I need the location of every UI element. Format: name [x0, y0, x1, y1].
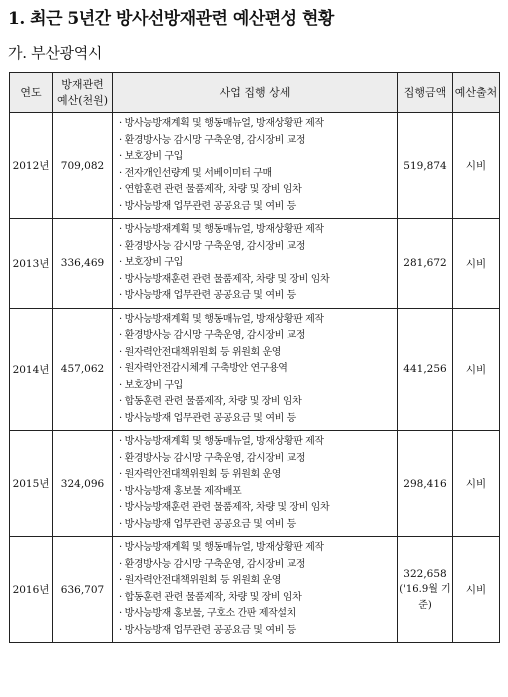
- detail-item: · 방사능방재 홍보물 제작배포: [119, 484, 393, 501]
- detail-item: · 환경방사능 감시망 구축운영, 감시장비 교정: [119, 451, 393, 468]
- detail-item: · 방사능방재계획 및 행동매뉴얼, 방재상황판 제작: [119, 222, 393, 239]
- header-budget-line2: 예산(천원): [56, 93, 109, 107]
- executed-note: ('16.9월 기준): [399, 583, 451, 611]
- detail-item: · 합동훈련 관련 물품제작, 차량 및 장비 임차: [119, 394, 393, 411]
- detail-item: · 방사능방재훈련 관련 물품제작, 차량 및 장비 임차: [119, 272, 393, 289]
- cell-executed: [398, 537, 453, 643]
- detail-item: · 보호장비 구입: [119, 378, 393, 395]
- detail-item: · 방사능방재 홍보물, 구호소 간판 제작설치: [119, 606, 393, 623]
- detail-item: · 방사능방재 업무관련 공공요금 및 여비 등: [119, 288, 393, 305]
- detail-item: · 방사능방재 업무관련 공공요금 및 여비 등: [119, 623, 393, 640]
- cell-executed: [398, 308, 453, 431]
- budget-table: [9, 72, 500, 643]
- cell-source: 시비: [453, 219, 500, 309]
- cell-detail: [113, 431, 398, 537]
- cell-detail: [113, 219, 398, 309]
- detail-item: · 방사능방재 업무관련 공공요금 및 여비 등: [119, 411, 393, 428]
- detail-list: [119, 434, 393, 533]
- detail-item: · 환경방사능 감시망 구축운영, 감시장비 교정: [119, 239, 393, 256]
- table-body: [10, 113, 500, 643]
- detail-item: · 방사능방재계획 및 행동매뉴얼, 방재상황판 제작: [119, 540, 393, 557]
- table-row: [10, 431, 500, 537]
- cell-detail: [113, 113, 398, 219]
- detail-item: · 원자력안전대책위원회 등 위원회 운영: [119, 573, 393, 590]
- cell-budget: 457,062: [53, 308, 113, 431]
- cell-executed: [398, 219, 453, 309]
- cell-year: 2012년: [10, 113, 53, 219]
- table-row: [10, 113, 500, 219]
- detail-item: · 원자력안전감시체계 구축방안 연구용역: [119, 361, 393, 378]
- cell-budget: 336,469: [53, 219, 113, 309]
- detail-item: · 보호장비 구입: [119, 149, 393, 166]
- header-year: 연도: [10, 73, 53, 113]
- detail-item: · 원자력안전대책위원회 등 위원회 운영: [119, 345, 393, 362]
- detail-item: · 방사능방재계획 및 행동매뉴얼, 방재상황판 제작: [119, 116, 393, 133]
- cell-budget: 709,082: [53, 113, 113, 219]
- cell-year: 2014년: [10, 308, 53, 431]
- detail-item: · 보호장비 구입: [119, 255, 393, 272]
- cell-year: 2013년: [10, 219, 53, 309]
- executed-amount: 322,658: [403, 567, 447, 580]
- section-subtitle: 가. 부산광역시: [8, 44, 103, 62]
- detail-list: [119, 222, 393, 305]
- detail-item: · 전자개인선량계 및 서베이미터 구매: [119, 166, 393, 183]
- detail-item: · 합동훈련 관련 물품제작, 차량 및 장비 임차: [119, 590, 393, 607]
- cell-source: 시비: [453, 308, 500, 431]
- detail-list: [119, 116, 393, 215]
- header-detail: 사업 집행 상세: [113, 73, 398, 113]
- detail-item: · 원자력안전대책위원회 등 위원회 운영: [119, 467, 393, 484]
- cell-year: 2015년: [10, 431, 53, 537]
- cell-source: 시비: [453, 431, 500, 537]
- table-row: [10, 219, 500, 309]
- executed-amount: 281,672: [403, 257, 447, 270]
- detail-item: · 환경방사능 감시망 구축운영, 감시장비 교정: [119, 557, 393, 574]
- header-budget: [53, 73, 113, 113]
- cell-source: 시비: [453, 537, 500, 643]
- cell-budget: 636,707: [53, 537, 113, 643]
- detail-item: · 방사능방재 업무관련 공공요금 및 여비 등: [119, 517, 393, 534]
- detail-item: · 연합훈련 관련 물품제작, 차량 및 장비 임차: [119, 182, 393, 199]
- cell-year: 2016년: [10, 537, 53, 643]
- header-source: 예산출처: [453, 73, 500, 113]
- detail-item: · 환경방사능 감시망 구축운영, 감시장비 교정: [119, 328, 393, 345]
- page-title: 1. 최근 5년간 방사선방재관련 예산편성 현황: [8, 9, 334, 29]
- cell-detail: [113, 308, 398, 431]
- table-row: [10, 308, 500, 431]
- detail-item: · 방사능방재계획 및 행동매뉴얼, 방재상황판 제작: [119, 312, 393, 329]
- cell-budget: 324,096: [53, 431, 113, 537]
- cell-source: 시비: [453, 113, 500, 219]
- detail-list: [119, 540, 393, 639]
- header-executed: 집행금액: [398, 73, 453, 113]
- detail-item: · 방사능방재훈련 관련 물품제작, 차량 및 장비 임차: [119, 500, 393, 517]
- table-header: [10, 73, 500, 113]
- cell-detail: [113, 537, 398, 643]
- cell-executed: [398, 113, 453, 219]
- detail-item: · 방사능방재 업무관련 공공요금 및 여비 등: [119, 199, 393, 216]
- cell-executed: [398, 431, 453, 537]
- executed-amount: 298,416: [403, 477, 447, 490]
- detail-item: · 방사능방재계획 및 행동매뉴얼, 방재상황판 제작: [119, 434, 393, 451]
- table-row: [10, 537, 500, 643]
- executed-amount: 519,874: [403, 159, 447, 172]
- header-budget-line1: 방재관련: [61, 77, 104, 91]
- detail-item: · 환경방사능 감시망 구축운영, 감시장비 교정: [119, 133, 393, 150]
- detail-list: [119, 312, 393, 428]
- executed-amount: 441,256: [403, 363, 447, 376]
